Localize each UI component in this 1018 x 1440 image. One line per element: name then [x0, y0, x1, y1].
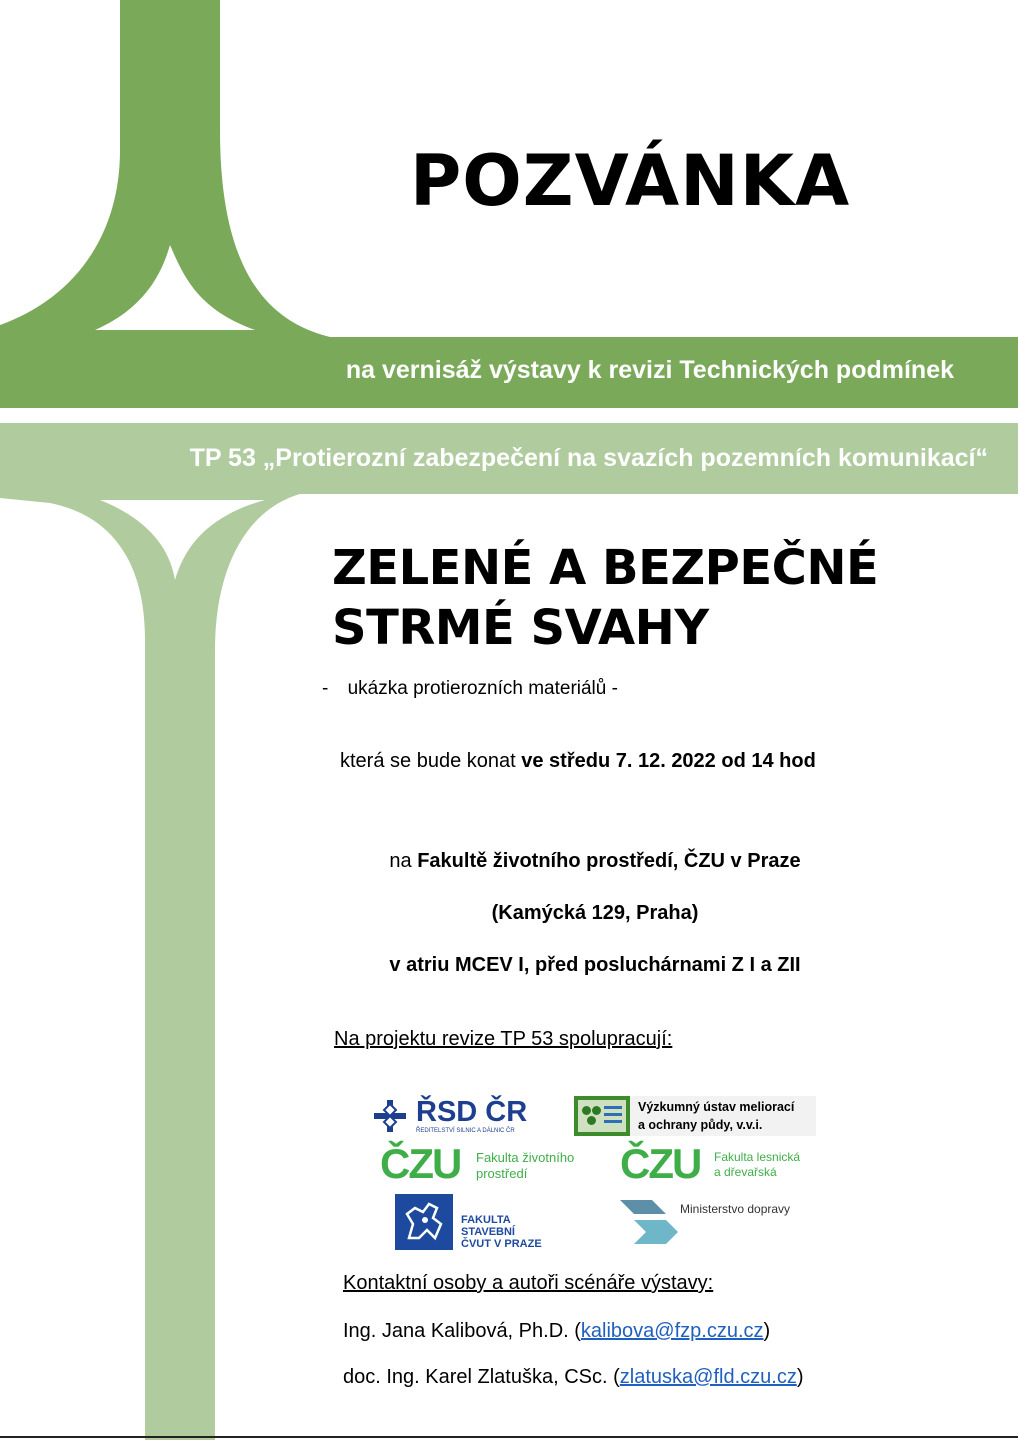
date-line — [340, 750, 816, 773]
subtitle-dash: - — [322, 678, 329, 699]
fld-logo-line1: Fakulta lesnická — [714, 1150, 801, 1164]
vumop-logo — [574, 1096, 816, 1136]
rsd-emblem-icon — [372, 1098, 408, 1134]
contacts-title: Kontaktní osoby a autoři scénáře výstavy: — [343, 1272, 714, 1294]
fld-logo-line2: a dřevařská — [714, 1165, 777, 1179]
rsd-logo-subtitle: ŘEDITELSTVÍ SILNIC A DÁLNIC ČR — [416, 1128, 515, 1134]
contact-2-name: doc. Ing. Karel Zlatuška, CSc. ( — [343, 1366, 620, 1388]
headline-line-1: ZELENÉ A BEZPEČNÉ — [332, 540, 879, 596]
subtitle — [322, 678, 618, 700]
contact-1-email-link[interactable]: kalibova@fzp.czu.cz — [580, 1320, 764, 1342]
venue-address: (Kamýcká 129, Praha) — [491, 902, 699, 924]
cvut-logo-line1: FAKULTA — [461, 1214, 511, 1226]
fzp-logo-line1: Fakulta životního — [476, 1150, 575, 1165]
cvut-logo-line2: STAVEBNÍ — [461, 1226, 515, 1238]
fzp-logo-line2: prostředí — [476, 1166, 528, 1181]
vumop-logo-line2: a ochrany půdy, v.v.i. — [638, 1118, 763, 1132]
fzp-czu-mark: ČZU — [380, 1140, 461, 1187]
cvut-fsv-logo — [395, 1194, 565, 1252]
page-bottom-divider — [0, 1436, 1018, 1438]
contact-1-close: ) — [763, 1320, 771, 1342]
contact-person-2 — [343, 1366, 803, 1389]
vumop-emblem-icon — [574, 1096, 630, 1136]
rsd-logo-name: ŘSD ČR — [416, 1096, 528, 1128]
contact-2-email-link[interactable]: zlatuska@fld.czu.cz — [619, 1366, 797, 1388]
partners-title: Na projektu revize TP 53 spolupracují: — [334, 1028, 673, 1050]
contact-person-1 — [343, 1320, 770, 1343]
headline — [332, 538, 878, 658]
fzp-czu-logo — [380, 1140, 600, 1187]
vumop-logo-line1: Výzkumný ústav meliorací — [638, 1100, 795, 1114]
contact-2-close: ) — [796, 1366, 804, 1388]
md-logo-text: Ministerstvo dopravy — [680, 1202, 791, 1216]
venue-prefix: na — [389, 850, 418, 872]
date-prefix: která se bude konat — [340, 750, 522, 772]
band-tp53-title: TP 53 „Protierozní zabezpečení na svazích pozemních komunikací“ — [189, 444, 988, 472]
venue-room: v atriu MCEV I, před posluchárnami Z I a ZII — [389, 954, 801, 976]
fld-czu-logo — [620, 1140, 820, 1187]
venue-place — [320, 850, 870, 873]
cvut-logo-text — [461, 1214, 542, 1250]
cvut-emblem-icon — [395, 1194, 453, 1250]
band-subtitle: na vernisáž výstavy k revizi Technických podmínek — [345, 356, 954, 384]
fld-czu-mark: ČZU — [620, 1140, 701, 1187]
headline-line-2: STRMÉ SVAHY — [332, 600, 709, 656]
md-arrow-icon — [618, 1198, 680, 1250]
subtitle-text: ukázka protierozních materiálů - — [347, 678, 618, 699]
md-logo — [618, 1196, 818, 1250]
rsd-logo — [372, 1096, 532, 1138]
date-value: ve středu 7. 12. 2022 od 14 hod — [521, 750, 816, 772]
page-title: POZVÁNKA — [410, 140, 851, 222]
contact-1-name: Ing. Jana Kalibová, Ph.D. ( — [343, 1320, 581, 1342]
cvut-logo-line3: ČVUT V PRAZE — [461, 1238, 542, 1250]
venue-place-text: Fakultě životního prostředí, ČZU v Praze — [417, 850, 801, 872]
